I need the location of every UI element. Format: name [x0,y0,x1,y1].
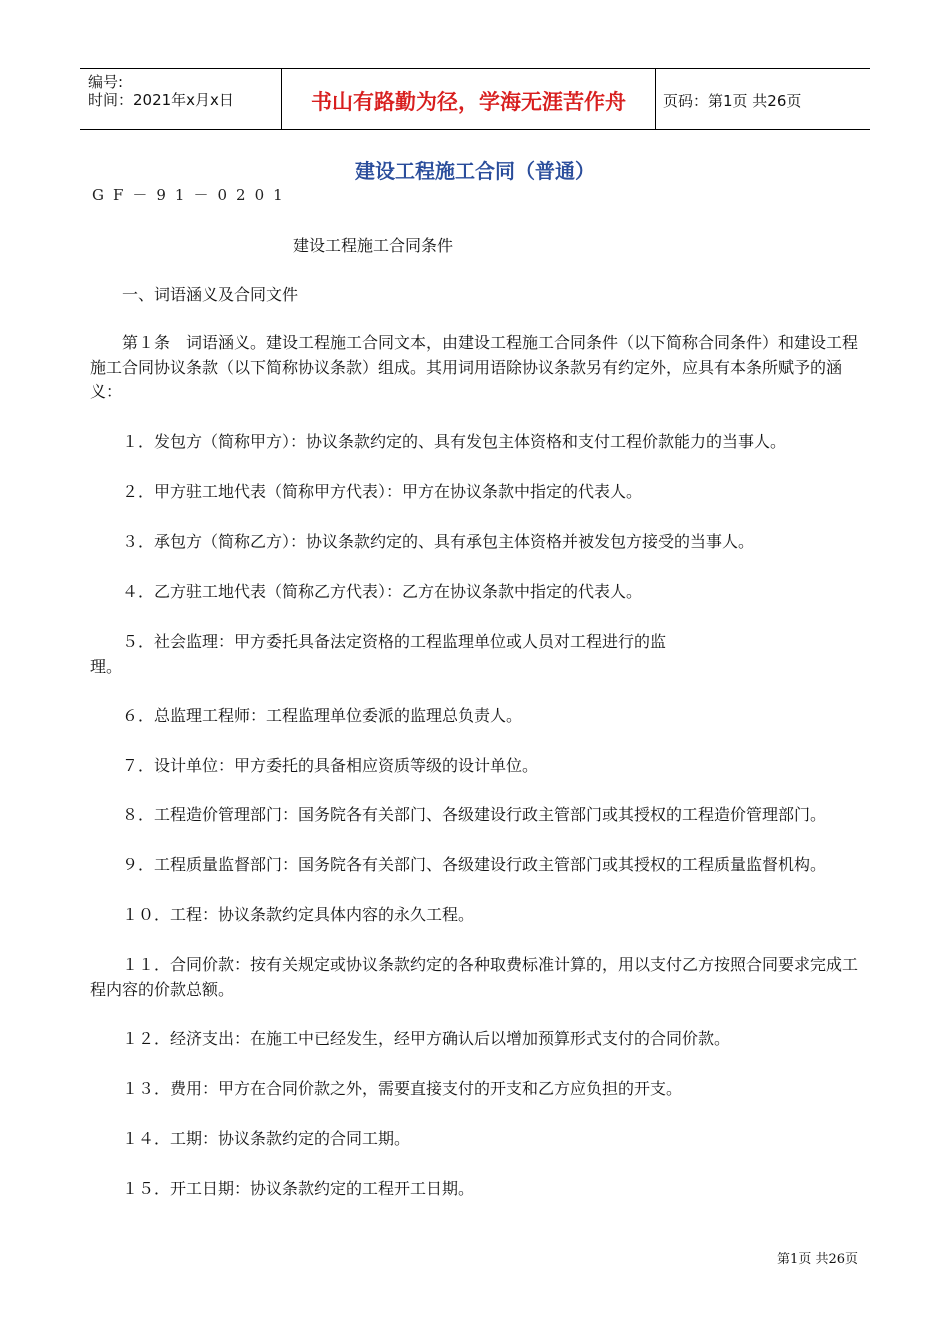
item-15: １５．开工日期：协议条款约定的工程开工日期。 [122,1179,475,1198]
time-label: 时间：2021年x月x日 [88,91,234,109]
item-13: １３．费用：甲方在合同价款之外，需要直接支付的开支和乙方应负担的开支。 [122,1079,683,1098]
header-left-cell [80,69,280,129]
item-1: １．发包方（简称甲方）：协议条款约定的、具有发包主体资格和支付工程价款能力的当事人。 [122,432,787,451]
article-1: 第１条 词语涵义。建设工程施工合同文本，由建设工程施工合同条件（以下简称合同条件）和建设工程施工合同协议条款（以下简称协议条款）组成。其用词用语除协议条款另有约定外，应具有本条所赋予的涵义： [90,333,859,401]
item-8: ８．工程造价管理部门：国务院各有关部门、各级建设行政主管部门或其授权的工程造价管理部门。 [122,805,827,824]
item-4: ４．乙方驻工地代表（简称乙方代表）：乙方在协议条款中指定的代表人。 [122,582,643,601]
page-footer: 第1页 共26页 [777,1252,858,1267]
document-title: 建设工程施工合同（普通） [355,159,595,183]
item-12: １２．经济支出：在施工中已经发生，经甲方确认后以增加预算形式支付的合同价款。 [122,1029,731,1048]
item-3: ３．承包方（简称乙方）：协议条款约定的、具有承包主体资格并被发包方接受的当事人。 [122,532,755,551]
item-5-continued: 理。 [90,657,123,676]
header-right-cell [655,69,870,129]
item-9: ９．工程质量监督部门：国务院各有关部门、各级建设行政主管部门或其授权的工程质量监督机构。 [122,855,827,874]
document-subtitle: 建设工程施工合同条件 [293,236,454,255]
header-center-cell [281,69,656,129]
item-11: １１．合同价款：按有关规定或协议条款约定的各种取费标准计算的，用以支付乙方按照合同要求完成工程内容的价款总额。 [90,955,859,999]
serial-label: 编号: [88,73,124,91]
item-2: ２．甲方驻工地代表（简称甲方代表）：甲方在协议条款中指定的代表人。 [122,482,643,501]
item-6: ６．总监理工程师：工程监理单位委派的监理总负责人。 [122,706,523,725]
header-motto: 书山有路勤为径，学海无涯苦作舟 [311,90,626,114]
document-header [80,68,870,130]
item-14: １４．工期：协议条款约定的合同工期。 [122,1129,411,1148]
item-10: １０．工程：协议条款约定具体内容的永久工程。 [122,905,475,924]
document-code: GF－91－0201 [92,186,292,204]
header-page-info: 页码：第1页 共26页 [663,92,802,110]
item-7: ７．设计单位：甲方委托的具备相应资质等级的设计单位。 [122,756,539,775]
section-heading: 一、词语涵义及合同文件 [122,285,299,304]
item-5: ５．社会监理：甲方委托具备法定资格的工程监理单位或人员对工程进行的监 [122,632,667,651]
